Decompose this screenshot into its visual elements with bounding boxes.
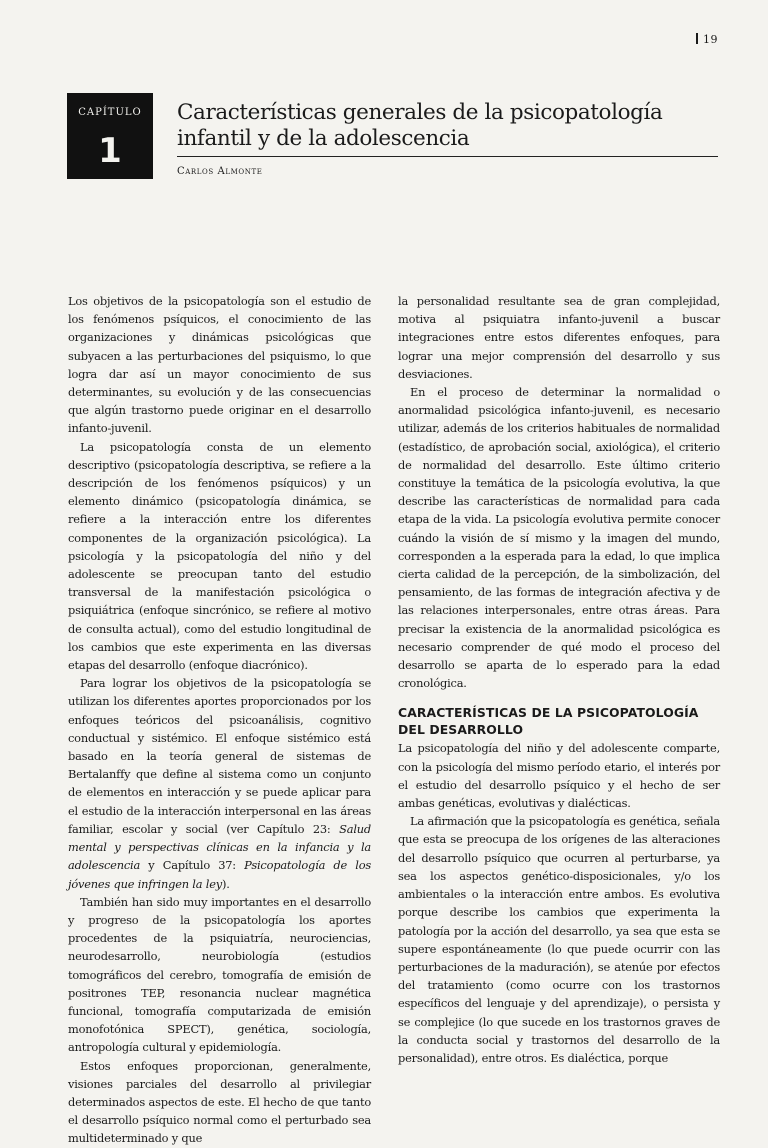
chapter-label: CAPÍTULO xyxy=(78,107,142,118)
chapter-badge xyxy=(67,93,153,179)
chapter-title: Características generales de la psicopatología infantil y de la adolescencia xyxy=(177,100,663,151)
page-number xyxy=(696,33,718,46)
reference-connector: y Capítulo 37: xyxy=(140,858,245,873)
author-name: Carlos Almonte xyxy=(177,166,263,177)
chapter-reference-37: Psicopatología de los jóvenes que infringen la ley xyxy=(68,858,372,891)
title-divider xyxy=(177,156,718,157)
chapter-number: 1 xyxy=(98,131,122,171)
paragraph: La psicopatología del niño y del adolescente comparte, con la psicología del mismo período etario, el interés por el estudio del desarrollo psíquico y el hecho de ser ambas genéticas, evolutivas y dialécticas. xyxy=(398,741,720,811)
chapter-reference-23: Salud mental y perspectivas clínicas en la infancia y la adolescencia xyxy=(68,821,371,873)
paragraph: También han sido muy importantes en el desarrollo y progreso de la psicopatología los aportes procedentes de la psiquiatría, neurociencias, neurodesarrollo, neurobiología (estudios tomográficos del cerebro, tomografía de emisión de positrones TEP, resonancia nuclear magnética funcional, tomografía computarizada de emisión monofotónica SPECT), genética, sociología, antropología cultural y epidemiología. xyxy=(68,894,371,1055)
page-number-bar xyxy=(696,33,698,44)
paragraph: En el proceso de determinar la normalidad o anormalidad psicológica infanto-juvenil, es necesario utilizar, además de los criterios habituales de normalidad (estadístico, de aprobación social, axiológica), el criterio de normalidad del desarrollo. Este último criterio constituye la temática de la psicología evolutiva, la que describe las características de normalidad para cada etapa de la vida. La psicología evolutiva permite conocer cuándo la visión de sí mismo y la imagen del mundo, corresponden a la esperada para la edad, lo que implica cierta calidad de la percepción, de la simbolización, del pensamiento, de las formas de integración afectiva y de las relaciones interpersonales, entre otras áreas. Para precisar la existencia de la anormalidad psicológica es necesario comprender de qué modo el proceso del desarrollo se aparta de lo esperado para la edad cronológica. xyxy=(398,385,720,691)
paragraph: La psicopatología consta de un elemento descriptivo (psicopatología descriptiva, se refiere a la descripción de los fenómenos psíquicos) y un elemento dinámico (psicopatología dinámica, se refiere a la interacción entre los diferentes componentes de la organización psicológica). La psicología y la psicopatología del niño y del adolescente se preocupan tanto del estudio transversal de la manifestación psicológica o psiquiátrica (enfoque sincrónico, se refiere al motivo de consulta actual), como del estudio longitudinal de los cambios que este experimenta en las diversas etapas del desarrollo (enfoque diacrónico). xyxy=(68,439,371,673)
section-heading: CARACTERÍSTICAS DE LA PSICOPATOLOGÍA DEL DESARROLLO xyxy=(398,705,699,738)
left-column xyxy=(68,292,371,1148)
paragraph: Estos enfoques proporcionan, generalmente, visiones parciales del desarrollo al privilegiar determinados aspectos de este. El hecho de que tanto el desarrollo psíquico normal como el perturbado sea multideterminado y que xyxy=(68,1058,371,1146)
paragraph: La afirmación que la psicopatología es genética, señala que esta se preocupa de los orígenes de las alteraciones del desarrollo psíquico que ocurren al perturbarse, ya sea los aspectos genético-disposicionales, y/o los ambientales o la interacción entre ambos. Es evolutiva porque describe los cambios que experimenta la patología por la acción del desarrollo, ya sea que esta se supere espontáneamente (lo que puede ocurrir con las perturbaciones de la maduración), se atenúe por efectos del tratamiento (como ocurre con los trastornos específicos del lenguaje y del aprendizaje), o persista y se complejice (lo que sucede en los trastornos graves de la conducta social y trastornos del desarrollo de la personalidad), entre otros. Es dialéctica, porque xyxy=(398,814,720,1065)
reference-end: ). xyxy=(221,876,230,891)
page-number-text: 19 xyxy=(703,33,718,46)
right-column xyxy=(398,292,720,1067)
paragraph: Los objetivos de la psicopatología son el estudio de los fenómenos psíquicos, el conocimiento de las organizaciones y dinámicas psicológicas que subyacen a las perturbaciones del psiquismo, lo que logra dar así un mayor conocimiento de sus determinantes, su evolución y de las consecuencias que algún trastorno puede originar en el desarrollo infanto-juvenil. xyxy=(68,294,371,436)
paragraph-with-references xyxy=(68,674,371,892)
paragraph-text: Para lograr los objetivos de la psicopatología se utilizan los diferentes aportes proporcionados por los enfoques teóricos del psicoanálisis, cognitivo conductual y sistémico. El enfoque sistémico está basado en la teoría general de sistemas de Bertalanffy que define al sistema como un conjunto de elementos en interacción y se puede aplicar para el estudio de la interacción interpersonal en las áreas familiar, escolar y social (ver Capítulo 23: xyxy=(68,676,371,836)
paragraph: la personalidad resultante sea de gran complejidad, motiva al psiquiatra infanto-juvenil a buscar integraciones entre estos diferentes enfoques, para lograr una mejor comprensión del desarrollo y sus desviaciones. xyxy=(398,294,720,381)
